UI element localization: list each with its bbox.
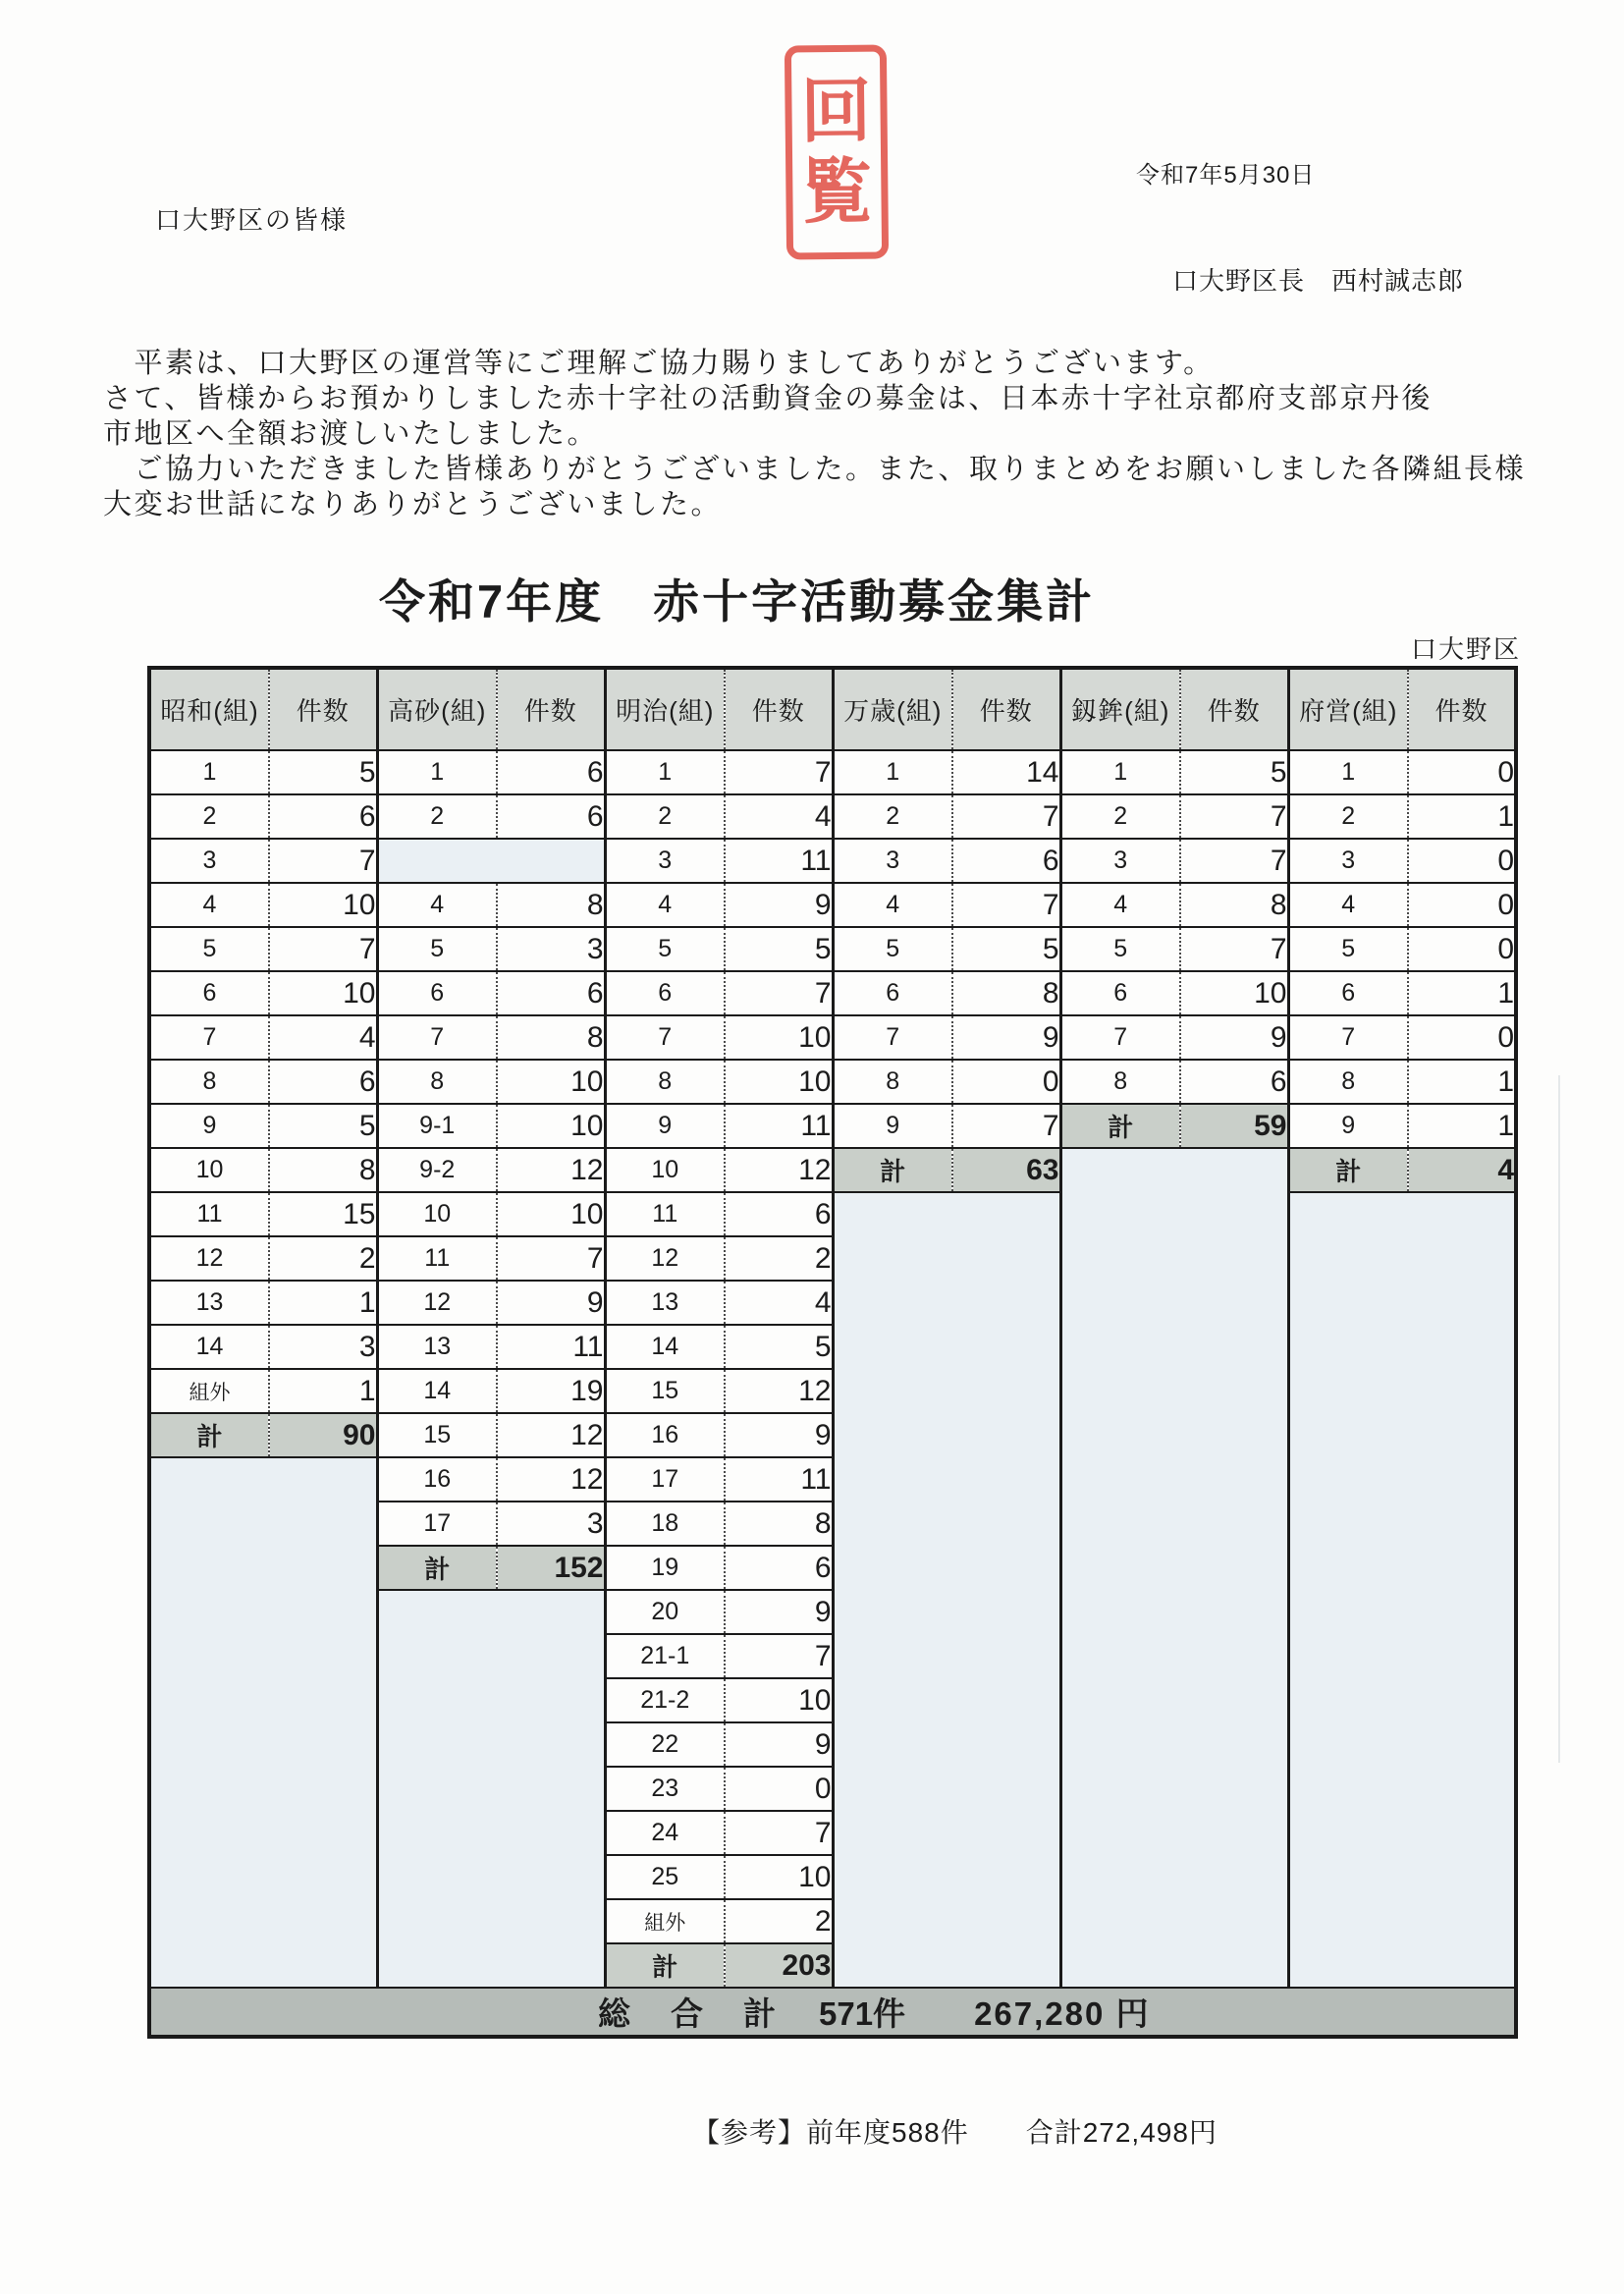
count-value-cell: 12 <box>497 1457 605 1502</box>
count-value-cell: 2 <box>725 1899 833 1943</box>
count-header: 件数 <box>497 668 605 750</box>
subtotal-value-cell: 203 <box>725 1943 833 1988</box>
group-number-cell: 4 <box>149 883 269 927</box>
count-value-cell: 0 <box>1408 1015 1516 1060</box>
group-number-cell: 14 <box>605 1325 725 1369</box>
group-number-cell: 8 <box>1060 1060 1180 1104</box>
count-value-cell: 8 <box>269 1148 377 1192</box>
count-value-cell: 8 <box>1180 883 1288 927</box>
count-value-cell: 7 <box>952 883 1060 927</box>
subtotal-value-cell: 90 <box>269 1413 377 1457</box>
group-number-cell: 2 <box>1060 794 1180 839</box>
group-number-cell: 20 <box>605 1590 725 1634</box>
count-value-cell: 0 <box>952 1060 1060 1104</box>
count-value-cell: 8 <box>497 883 605 927</box>
table-row <box>149 1192 1516 1236</box>
grand-total-count: 571件 <box>819 1995 906 2032</box>
group-number-cell: 9-2 <box>377 1148 497 1192</box>
count-value-cell: 10 <box>269 971 377 1015</box>
count-value-cell: 6 <box>1180 1060 1288 1104</box>
grand-total-cell <box>149 1988 1516 2037</box>
group-number-cell: 19 <box>605 1546 725 1590</box>
count-value-cell: 6 <box>497 794 605 839</box>
count-value-cell: 7 <box>269 927 377 971</box>
count-value-cell: 7 <box>952 1104 1060 1148</box>
count-value-cell: 2 <box>725 1236 833 1281</box>
count-value-cell: 10 <box>725 1060 833 1104</box>
count-value-cell: 7 <box>269 839 377 883</box>
count-value-cell: 6 <box>269 794 377 839</box>
count-value-cell: 4 <box>725 794 833 839</box>
count-value-cell: 7 <box>1180 927 1288 971</box>
count-value-cell: 3 <box>497 927 605 971</box>
subtotal-label-cell: 計 <box>377 1546 497 1590</box>
count-value-cell: 11 <box>725 1457 833 1502</box>
subtotal-label-cell: 計 <box>1060 1104 1180 1148</box>
group-number-cell: 組外 <box>149 1369 269 1413</box>
count-value-cell: 6 <box>725 1546 833 1590</box>
count-value-cell: 1 <box>1408 794 1516 839</box>
table-row <box>149 883 1516 927</box>
grand-total-label: 総 合 計 <box>598 1995 780 2032</box>
group-name-header: 釼鉾(組) <box>1060 668 1180 750</box>
count-value-cell: 10 <box>725 1015 833 1060</box>
group-number-cell: 9 <box>149 1104 269 1148</box>
count-value-cell: 1 <box>269 1281 377 1325</box>
group-number-cell: 7 <box>1288 1015 1408 1060</box>
count-value-cell: 5 <box>269 1104 377 1148</box>
subtotal-label-cell: 計 <box>833 1148 952 1192</box>
group-number-cell: 12 <box>149 1236 269 1281</box>
group-number-cell: 組外 <box>605 1899 725 1943</box>
group-number-cell: 6 <box>377 971 497 1015</box>
count-header: 件数 <box>725 668 833 750</box>
group-number-cell: 1 <box>833 750 952 794</box>
count-value-cell: 10 <box>269 883 377 927</box>
body-line: 大変お世話になりありがとうございました。 <box>103 489 723 520</box>
count-value-cell: 7 <box>725 1634 833 1678</box>
group-number-cell: 9-1 <box>377 1104 497 1148</box>
count-value-cell: 5 <box>952 927 1060 971</box>
group-number-cell: 1 <box>149 750 269 794</box>
group-number-cell: 17 <box>605 1457 725 1502</box>
count-value-cell: 11 <box>725 839 833 883</box>
group-number-cell: 5 <box>377 927 497 971</box>
document-date: 令和7年5月30日 <box>1136 162 1316 189</box>
count-value-cell: 11 <box>497 1325 605 1369</box>
empty-region <box>1060 1148 1288 1988</box>
group-number-cell: 11 <box>377 1236 497 1281</box>
count-value-cell: 11 <box>725 1104 833 1148</box>
group-number-cell: 6 <box>1288 971 1408 1015</box>
document-title: 令和7年度 赤十字活動募金集計 <box>379 575 1096 628</box>
group-number-cell: 2 <box>149 794 269 839</box>
count-value-cell: 0 <box>1408 839 1516 883</box>
group-number-cell: 12 <box>377 1281 497 1325</box>
group-number-cell: 8 <box>149 1060 269 1104</box>
count-value-cell: 10 <box>725 1678 833 1722</box>
donation-summary-table <box>147 666 1518 2039</box>
table-row <box>149 794 1516 839</box>
group-name-header: 明治(組) <box>605 668 725 750</box>
group-number-cell: 5 <box>1060 927 1180 971</box>
group-number-cell: 6 <box>605 971 725 1015</box>
group-number-cell: 7 <box>605 1015 725 1060</box>
group-number-cell: 15 <box>377 1413 497 1457</box>
count-value-cell: 6 <box>497 971 605 1015</box>
group-number-cell: 3 <box>833 839 952 883</box>
body-line: 市地区へ全額お渡しいたしました。 <box>103 418 599 450</box>
sender-name: 口大野区長 西村誠志郎 <box>1172 266 1465 296</box>
empty-region <box>377 1590 605 1988</box>
scan-artifact-line <box>1558 1075 1560 1763</box>
group-number-cell: 15 <box>605 1369 725 1413</box>
group-number-cell: 12 <box>605 1236 725 1281</box>
count-value-cell: 12 <box>497 1148 605 1192</box>
region-label: 口大野区 <box>1411 634 1522 664</box>
group-number-cell: 7 <box>1060 1015 1180 1060</box>
stamp-character: 回 <box>800 72 872 152</box>
count-value-cell: 3 <box>269 1325 377 1369</box>
group-number-cell: 14 <box>377 1369 497 1413</box>
table-row <box>149 1015 1516 1060</box>
group-number-cell: 22 <box>605 1722 725 1767</box>
count-value-cell: 4 <box>725 1281 833 1325</box>
addressee: 口大野区の皆様 <box>155 205 349 235</box>
count-value-cell: 1 <box>1408 1060 1516 1104</box>
group-number-cell: 16 <box>605 1413 725 1457</box>
group-number-cell: 14 <box>149 1325 269 1369</box>
group-number-cell: 9 <box>833 1104 952 1148</box>
group-number-cell: 5 <box>605 927 725 971</box>
count-header: 件数 <box>1408 668 1516 750</box>
count-value-cell: 12 <box>725 1148 833 1192</box>
count-value-cell: 7 <box>1180 794 1288 839</box>
group-number-cell: 10 <box>605 1148 725 1192</box>
subtotal-value-cell: 4 <box>1408 1148 1516 1192</box>
count-value-cell: 14 <box>952 750 1060 794</box>
group-number-cell: 1 <box>377 750 497 794</box>
count-value-cell: 10 <box>497 1192 605 1236</box>
group-number-cell: 4 <box>833 883 952 927</box>
table-row <box>149 1060 1516 1104</box>
subtotal-label-cell: 計 <box>1288 1148 1408 1192</box>
group-number-cell: 4 <box>377 883 497 927</box>
group-number-cell: 9 <box>605 1104 725 1148</box>
table-row <box>149 927 1516 971</box>
group-number-cell: 10 <box>377 1192 497 1236</box>
group-number-cell: 17 <box>377 1502 497 1546</box>
group-number-cell: 11 <box>605 1192 725 1236</box>
body-line: 平素は、口大野区の運営等にご理解ご協力賜りましてありがとうございます。 <box>103 348 1215 379</box>
count-value-cell: 5 <box>269 750 377 794</box>
count-value-cell: 2 <box>269 1236 377 1281</box>
group-number-cell: 2 <box>833 794 952 839</box>
group-number-cell: 23 <box>605 1767 725 1811</box>
subtotal-value-cell: 152 <box>497 1546 605 1590</box>
subtotal-value-cell: 63 <box>952 1148 1060 1192</box>
count-value-cell: 0 <box>1408 750 1516 794</box>
grand-total-row <box>149 1988 1516 2037</box>
count-value-cell: 0 <box>725 1767 833 1811</box>
subtotal-value-cell: 59 <box>1180 1104 1288 1148</box>
group-number-cell: 3 <box>149 839 269 883</box>
group-number-cell: 6 <box>149 971 269 1015</box>
group-number-cell: 1 <box>1060 750 1180 794</box>
group-number-cell: 21-2 <box>605 1678 725 1722</box>
count-value-cell: 10 <box>725 1855 833 1899</box>
body-paragraph <box>103 346 1537 522</box>
count-value-cell: 6 <box>725 1192 833 1236</box>
count-value-cell: 7 <box>725 971 833 1015</box>
count-value-cell: 9 <box>952 1015 1060 1060</box>
group-number-cell: 24 <box>605 1811 725 1855</box>
count-value-cell: 5 <box>1180 750 1288 794</box>
group-number-cell: 4 <box>1060 883 1180 927</box>
count-value-cell: 10 <box>497 1060 605 1104</box>
count-value-cell: 7 <box>1180 839 1288 883</box>
count-value-cell: 9 <box>725 1413 833 1457</box>
table-row <box>149 839 1516 883</box>
count-header: 件数 <box>952 668 1060 750</box>
group-number-cell: 8 <box>833 1060 952 1104</box>
group-name-header: 高砂(組) <box>377 668 497 750</box>
count-value-cell: 7 <box>497 1236 605 1281</box>
count-value-cell: 8 <box>725 1502 833 1546</box>
subtotal-label-cell: 計 <box>149 1413 269 1457</box>
group-number-cell: 9 <box>1288 1104 1408 1148</box>
count-value-cell: 12 <box>725 1369 833 1413</box>
group-number-cell: 5 <box>1288 927 1408 971</box>
subtotal-label-cell: 計 <box>605 1943 725 1988</box>
count-value-cell: 19 <box>497 1369 605 1413</box>
group-number-cell: 2 <box>1288 794 1408 839</box>
group-number-cell: 13 <box>149 1281 269 1325</box>
group-name-header: 昭和(組) <box>149 668 269 750</box>
group-number-cell: 7 <box>377 1015 497 1060</box>
group-number-cell: 3 <box>605 839 725 883</box>
count-value-cell: 15 <box>269 1192 377 1236</box>
group-number-cell: 7 <box>833 1015 952 1060</box>
group-number-cell: 8 <box>1288 1060 1408 1104</box>
count-value-cell: 6 <box>269 1060 377 1104</box>
count-value-cell: 7 <box>725 750 833 794</box>
count-value-cell: 6 <box>497 750 605 794</box>
group-number-cell: 1 <box>1288 750 1408 794</box>
count-value-cell: 4 <box>269 1015 377 1060</box>
group-number-cell: 5 <box>149 927 269 971</box>
count-value-cell: 0 <box>1408 927 1516 971</box>
body-line: さて、皆様からお預かりしました赤十字社の活動資金の募金は、日本赤十字社京都府支部京丹後 <box>103 383 1433 414</box>
table-header-row <box>149 668 1516 750</box>
count-value-cell: 7 <box>952 794 1060 839</box>
count-value-cell: 9 <box>725 883 833 927</box>
count-value-cell: 10 <box>1180 971 1288 1015</box>
table-row <box>149 971 1516 1015</box>
count-value-cell: 1 <box>1408 1104 1516 1148</box>
count-value-cell: 12 <box>497 1413 605 1457</box>
group-number-cell: 2 <box>377 794 497 839</box>
count-value-cell: 7 <box>725 1811 833 1855</box>
group-number-cell: 6 <box>1060 971 1180 1015</box>
empty-region <box>833 1192 1060 1988</box>
count-value-cell: 8 <box>952 971 1060 1015</box>
group-number-cell: 18 <box>605 1502 725 1546</box>
grand-total-inner <box>151 1989 1514 2035</box>
group-number-cell: 10 <box>149 1148 269 1192</box>
group-number-cell: 4 <box>605 883 725 927</box>
count-value-cell: 3 <box>497 1502 605 1546</box>
group-number-cell: 11 <box>149 1192 269 1236</box>
count-value-cell: 6 <box>952 839 1060 883</box>
group-number-cell: 2 <box>605 794 725 839</box>
body-line: ご協力いただきました皆様ありがとうございました。また、取りまとめをお願いしました各隣組長様 <box>103 454 1527 485</box>
stamp-character: 覧 <box>800 152 873 233</box>
footer-reference-note: 【参考】前年度588件 合計272,498円 <box>692 2117 1218 2148</box>
count-value-cell: 5 <box>725 927 833 971</box>
group-number-cell: 4 <box>1288 883 1408 927</box>
count-header: 件数 <box>269 668 377 750</box>
group-number-cell: 7 <box>149 1015 269 1060</box>
group-name-header: 府営(組) <box>1288 668 1408 750</box>
empty-region <box>149 1457 377 1988</box>
circulation-stamp <box>785 44 889 259</box>
group-number-cell: 13 <box>377 1325 497 1369</box>
group-number-cell: 8 <box>605 1060 725 1104</box>
group-number-cell: 21-1 <box>605 1634 725 1678</box>
table-row <box>149 1148 1516 1192</box>
count-value-cell: 1 <box>269 1369 377 1413</box>
group-number-cell: 16 <box>377 1457 497 1502</box>
empty-region <box>1288 1192 1516 1988</box>
count-value-cell: 10 <box>497 1104 605 1148</box>
table-row <box>149 1104 1516 1148</box>
group-number-cell: 3 <box>1288 839 1408 883</box>
group-number-cell: 5 <box>833 927 952 971</box>
count-value-cell: 9 <box>725 1722 833 1767</box>
count-value-cell: 5 <box>725 1325 833 1369</box>
count-value-cell: 9 <box>497 1281 605 1325</box>
group-number-cell: 3 <box>1060 839 1180 883</box>
count-header: 件数 <box>1180 668 1288 750</box>
count-value-cell: 9 <box>1180 1015 1288 1060</box>
count-value-cell: 8 <box>497 1015 605 1060</box>
group-number-cell: 8 <box>377 1060 497 1104</box>
group-number-cell: 1 <box>605 750 725 794</box>
group-number-cell: 13 <box>605 1281 725 1325</box>
empty-cell <box>377 839 605 883</box>
group-number-cell: 25 <box>605 1855 725 1899</box>
table-row <box>149 750 1516 794</box>
count-value-cell: 1 <box>1408 971 1516 1015</box>
count-value-cell: 9 <box>725 1590 833 1634</box>
group-name-header: 万歳(組) <box>833 668 952 750</box>
count-value-cell: 0 <box>1408 883 1516 927</box>
group-number-cell: 6 <box>833 971 952 1015</box>
grand-total-amount: 267,280 円 <box>974 1995 1151 2032</box>
